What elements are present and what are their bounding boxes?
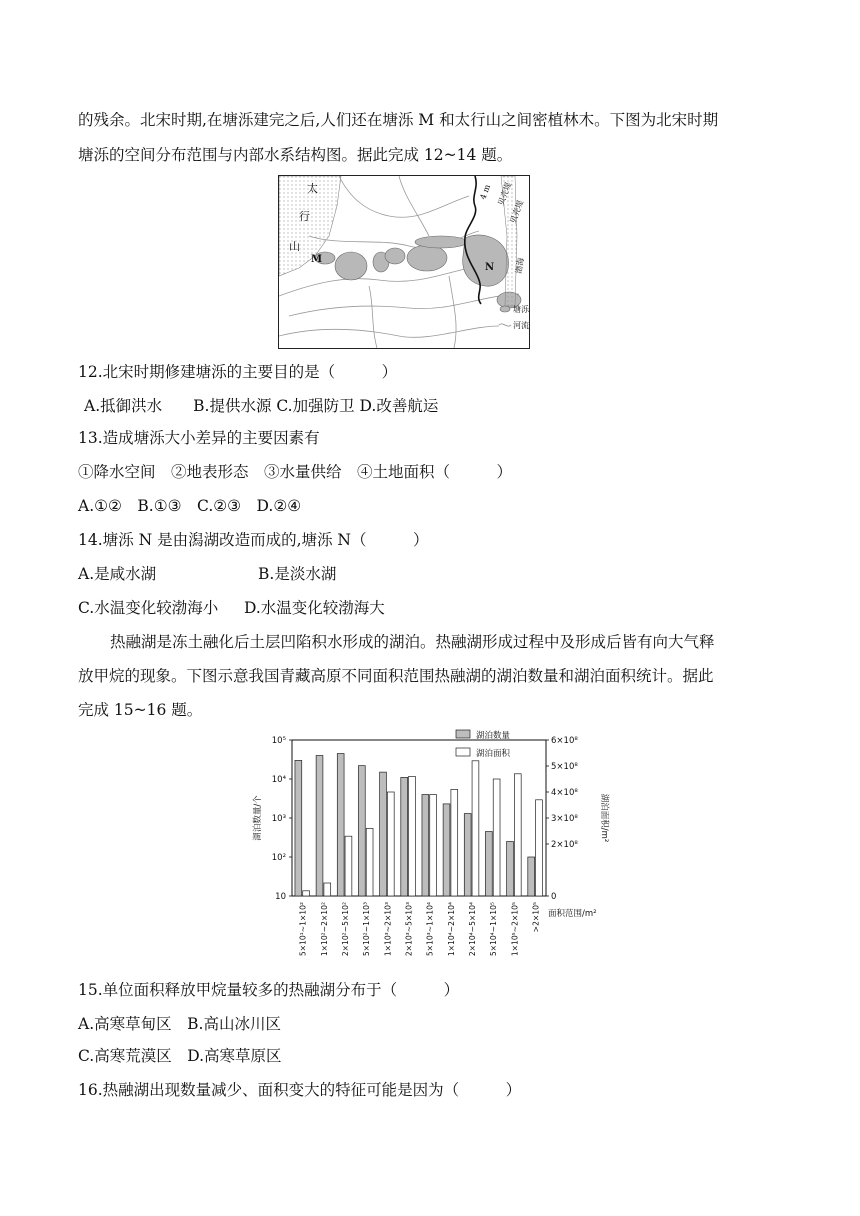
bar-lake-count xyxy=(316,756,323,896)
q14-stem: 14.塘泺 N 是由潟湖改造而成的,塘泺 N（ ） xyxy=(78,531,429,549)
legend-swatch-area xyxy=(456,748,470,756)
y-right-tick-label: 5×10⁸ xyxy=(551,762,578,772)
y-left-tick-label: 10 xyxy=(275,892,286,902)
x-tick-label: 1×10⁴~2×10⁴ xyxy=(446,902,456,957)
x-tick-label: 5×10⁴~1×10⁵ xyxy=(489,902,499,957)
q13-options: A.①② B.①③ C.②③ D.②④ xyxy=(78,497,302,515)
map-marker-m: M xyxy=(311,254,323,265)
bar-lake-count xyxy=(507,841,514,896)
bar-lake-area xyxy=(493,779,500,896)
map-sea-label: 渤海 xyxy=(514,257,526,275)
para2-line-2: 放甲烷的现象。下图示意我国青藏高原不同面积范围热融湖的湖泊数量和湖泊面积统计。据此 xyxy=(78,667,714,685)
y-left-tick-label: 10³ xyxy=(271,814,286,824)
y-left-tick-label: 10⁴ xyxy=(271,775,286,785)
x-tick-label: >2×10⁵ xyxy=(531,902,541,933)
x-tick-label: 2×10³~5×10³ xyxy=(404,902,414,957)
map-svg xyxy=(279,176,529,348)
y-right-tick-label: 4×10⁸ xyxy=(551,788,578,798)
map-depth-label: 4 m xyxy=(478,183,493,201)
bar-lake-count xyxy=(443,804,450,896)
y-left-tick-label: 10⁵ xyxy=(271,736,286,746)
q13-items: ①降水空间 ②地表形态 ③水量供给 ④土地面积（ ） xyxy=(78,463,513,481)
q14-option-c: C.水温变化较渤海小 xyxy=(78,599,219,617)
y-right-tick-label: 3×10⁸ xyxy=(551,814,578,824)
intro-line-1: 的残余。北宋时期,在塘泺建完之后,人们还在塘泺 M 和太行山之间密植林木。下图为北宋时期 xyxy=(78,111,719,129)
bar-lake-count xyxy=(422,795,429,896)
x-tick-label: 2×10⁴~5×10⁴ xyxy=(467,902,477,957)
bar-lake-area xyxy=(345,836,352,896)
bar-lake-area xyxy=(451,789,458,896)
bar-lake-count xyxy=(485,832,492,896)
bar-lake-area xyxy=(409,776,416,896)
bar-lake-count xyxy=(464,814,471,896)
thermokarst-lake-chart xyxy=(248,728,618,970)
y-right-tick-label: 6×10⁸ xyxy=(551,736,578,746)
bar-lake-area xyxy=(430,795,437,896)
legend-river-swatch xyxy=(499,324,511,326)
map-label-shan: 山 xyxy=(289,240,300,253)
bar-lake-count xyxy=(401,777,408,896)
q12-stem: 12.北宋时期修建塘泺的主要目的是（ ） xyxy=(78,363,398,381)
q12-options: A.抵御洪水 B.提供水源 C.加强防卫 D.改善航运 xyxy=(84,397,439,415)
map-marker-n: N xyxy=(485,262,495,273)
bar-lake-count xyxy=(358,766,365,896)
y-right-axis-label: 湖泊面积/m² xyxy=(599,793,609,843)
tangpo-map xyxy=(278,175,530,349)
x-tick-label: 5×10²~1×10³ xyxy=(362,902,372,957)
x-tick-label: 5×10³~1×10⁴ xyxy=(425,902,435,957)
bar-lake-area xyxy=(303,891,310,896)
bar-lake-area xyxy=(387,792,394,896)
bar-lake-count xyxy=(528,857,535,896)
bar-lake-area xyxy=(514,774,521,896)
bar-lake-count xyxy=(380,772,387,896)
legend-label-count: 湖泊数量 xyxy=(476,731,511,741)
bar-lake-count xyxy=(337,754,344,896)
bar-lake-count xyxy=(295,760,302,896)
y-right-tick-label: 2×10⁸ xyxy=(551,840,578,850)
q15-stem: 15.单位面积释放甲烷量较多的热融湖分布于（ ） xyxy=(78,981,460,999)
q14-option-b: B.是淡水湖 xyxy=(258,565,337,583)
x-tick-label: 1×10⁵~2×10⁵ xyxy=(510,902,520,957)
x-tick-label: 1×10²~2×10² xyxy=(319,902,329,957)
q16-stem: 16.热融湖出现数量减少、面积变大的特征可能是因为（ ） xyxy=(78,1081,522,1099)
q13-stem: 13.造成塘泺大小差异的主要因素有 xyxy=(78,429,320,447)
bar-lake-area xyxy=(366,828,373,896)
y-right-tick-label: 0 xyxy=(551,892,557,902)
legend-label-area: 湖泊面积 xyxy=(476,749,511,759)
x-tick-label: 5×10¹~1×10² xyxy=(298,902,308,957)
q15-options-cd: C.高寒荒漠区 D.高寒草原区 xyxy=(78,1047,282,1065)
q14-option-a: A.是咸水湖 xyxy=(78,565,157,583)
para2-line-3: 完成 15~16 题。 xyxy=(78,701,203,719)
map-dike-label-2: 贝壳堤 xyxy=(508,199,526,225)
bar-lake-area xyxy=(324,883,331,896)
q14-option-d: D.水温变化较渤海大 xyxy=(244,599,385,617)
intro-line-2: 塘泺的空间分布范围与内部水系结构图。据此完成 12~14 题。 xyxy=(78,146,513,164)
y-left-axis-label: 湖泊数量/个 xyxy=(253,795,263,841)
q15-options-ab: A.高寒草甸区 B.高山冰川区 xyxy=(78,1015,281,1033)
x-tick-label: 1×10³~2×10³ xyxy=(383,902,393,957)
bar-lake-area xyxy=(472,761,479,896)
y-left-tick-label: 10² xyxy=(271,853,286,863)
legend-lake-swatch xyxy=(500,306,510,312)
map-label-tai: 太 xyxy=(307,182,318,195)
chart-svg xyxy=(248,728,618,970)
para2-line-1: 热融湖是冻土融化后土层凹陷积水形成的湖泊。热融湖形成过程中及形成后皆有向大气释 xyxy=(110,633,715,651)
legend-swatch-count xyxy=(456,730,470,738)
x-axis-label: 面积范围/m² xyxy=(548,909,597,919)
map-dike-label-1: 贝壳堤 xyxy=(496,181,514,207)
bar-lake-area xyxy=(536,800,543,896)
legend-lake-label: 塘泺 xyxy=(513,305,529,314)
x-tick-label: 2×10²~5×10² xyxy=(340,902,350,957)
map-label-hang: 行 xyxy=(299,210,310,223)
legend-river-label: 河流 xyxy=(513,321,529,330)
